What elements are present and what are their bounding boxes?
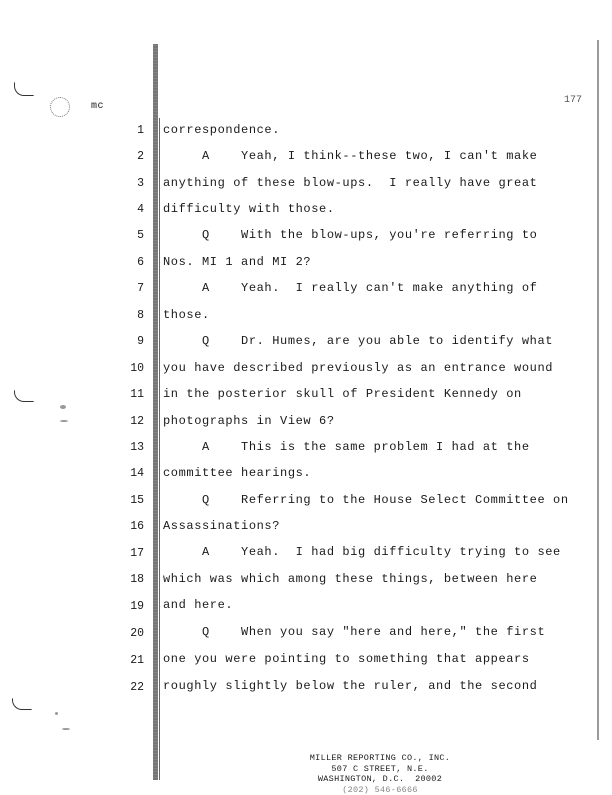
right-margin-rule [597, 40, 599, 740]
line-text: Q When you say "here and here," the first [163, 625, 545, 639]
line-number: 1 [116, 124, 144, 137]
line-text: committee hearings. [163, 466, 311, 480]
speck-mark [60, 420, 68, 422]
line-number: 16 [116, 520, 144, 533]
line-text: Nos. MI 1 and MI 2? [163, 255, 311, 269]
line-number: 11 [116, 388, 144, 401]
line-number: 18 [116, 573, 144, 586]
speck-mark [62, 728, 70, 730]
line-number: 17 [116, 547, 144, 560]
line-number: 9 [116, 335, 144, 348]
speck-mark [60, 405, 66, 409]
speck-mark [55, 712, 58, 715]
line-text: which was which among these things, between here [163, 572, 537, 586]
left-margin-rule-thin [159, 118, 160, 780]
line-number: 20 [116, 627, 144, 640]
line-text: in the posterior skull of President Kennedy on [163, 387, 522, 401]
line-text: A This is the same problem I had at the [163, 440, 530, 454]
punch-mark-bottom [12, 698, 32, 710]
line-text: and here. [163, 598, 233, 612]
line-number: 10 [116, 362, 144, 375]
line-number: 13 [116, 441, 144, 454]
line-text: difficulty with those. [163, 202, 335, 216]
line-text: you have described previously as an entrance wound [163, 361, 553, 375]
line-text: those. [163, 308, 210, 322]
line-text: roughly slightly below the ruler, and the second [163, 679, 537, 693]
line-text: Assassinations? [163, 519, 280, 533]
line-number: 3 [116, 177, 144, 190]
line-number: 12 [116, 415, 144, 428]
line-number: 22 [116, 681, 144, 694]
line-text: one you were pointing to something that appears [163, 652, 530, 666]
reporter-initials: mc [91, 101, 104, 112]
line-number: 6 [116, 256, 144, 269]
line-number: 4 [116, 203, 144, 216]
line-text: A Yeah. I really can't make anything of [163, 281, 537, 295]
reporter-footer [250, 753, 510, 795]
footer-city: WASHINGTON, D.C. 20002 [250, 774, 510, 785]
footer-company: MILLER REPORTING CO., INC. [250, 753, 510, 764]
footer-phone: (202) 546-6666 [250, 785, 510, 795]
line-number: 15 [116, 494, 144, 507]
line-number: 2 [116, 150, 144, 163]
line-text: anything of these blow-ups. I really have great [163, 176, 537, 190]
line-number: 19 [116, 600, 144, 613]
line-number: 8 [116, 309, 144, 322]
footer-street: 507 C STREET, N.E. [250, 764, 510, 775]
punch-mark-top [14, 82, 34, 96]
line-text: Q Dr. Humes, are you able to identify what [163, 334, 553, 348]
line-number: 21 [116, 654, 144, 667]
page-number: 177 [564, 95, 582, 106]
line-number: 14 [116, 467, 144, 480]
line-text: A Yeah, I think--these two, I can't make [163, 149, 537, 163]
line-number: 5 [116, 229, 144, 242]
line-text: A Yeah. I had big difficulty trying to see [163, 545, 561, 559]
line-text: correspondence. [163, 123, 280, 137]
line-number: 7 [116, 282, 144, 295]
left-margin-rule [153, 44, 158, 780]
punch-mark-middle [14, 390, 34, 402]
line-text: Q With the blow-ups, you're referring to [163, 228, 537, 242]
hole-circle-mark [50, 97, 70, 117]
line-text: photographs in View 6? [163, 414, 335, 428]
line-text: Q Referring to the House Select Committee on [163, 493, 569, 507]
